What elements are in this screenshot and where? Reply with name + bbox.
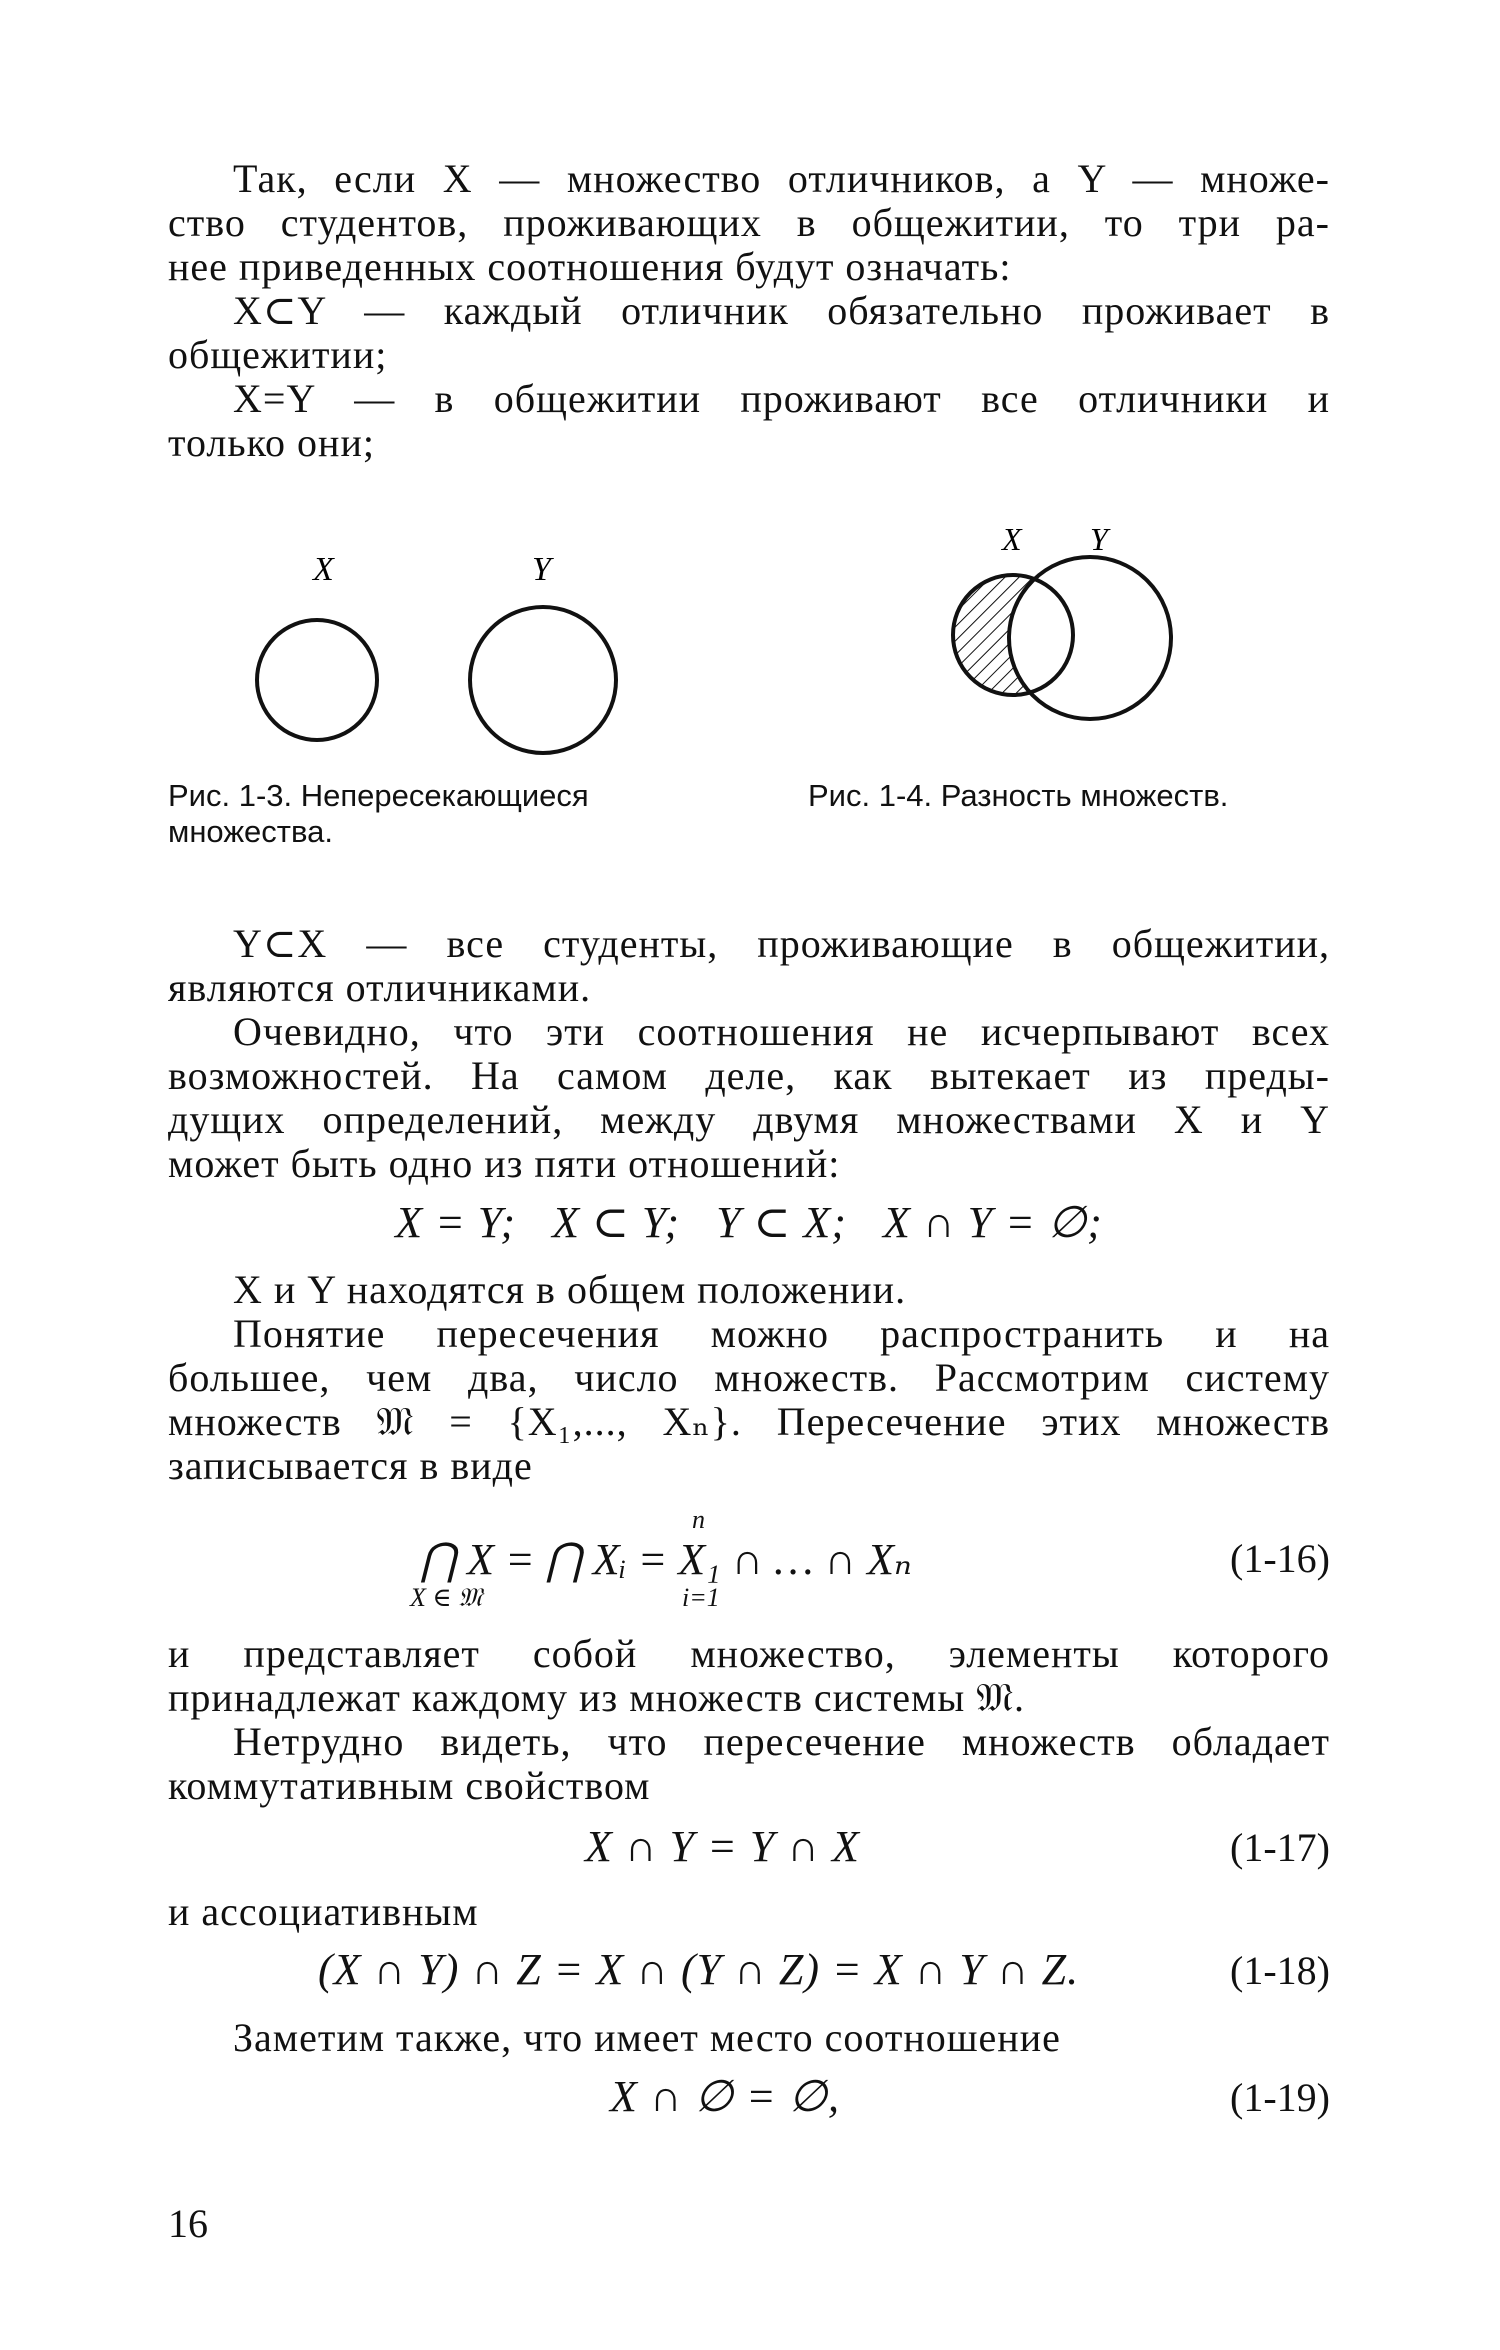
text-line: являются отличниками. (168, 965, 592, 1010)
text-line: большее, чем два, число множеств. Рассмотрим систему (168, 1355, 1330, 1400)
text-line: и представляет собой множество, элементы которого (168, 1631, 1330, 1676)
text-line: X=Y — в общежитии проживают все отличники и (233, 376, 1330, 421)
eq-subscript: i=1 (682, 1583, 720, 1612)
text-line: Так, если X — множество отличников, а Y — множе- (233, 156, 1330, 201)
figure-caption: множества. (168, 814, 333, 849)
figure-label-y: Y (532, 551, 551, 588)
figure-caption: Рис. 1-4. Разность множеств. (808, 778, 1229, 813)
eq-superscript: n (692, 1505, 705, 1534)
set-y-circle (470, 607, 616, 753)
figure-caption: Рис. 1-3. Непересекающиеся (168, 778, 589, 813)
text-line: возможностей. На самом деле, как вытекает из преды- (168, 1053, 1330, 1098)
equation-number: (1-19) (1230, 2075, 1330, 2120)
text-line: общежитии; (168, 332, 388, 377)
equation-number: (1-16) (1230, 1536, 1330, 1581)
text-line: нее приведенных соотношения будут означать: (168, 244, 1012, 289)
text-line: X и Y находятся в общем положении. (233, 1267, 907, 1312)
text-line: X⊂Y — каждый отличник обязательно проживает в (233, 288, 1330, 333)
text-line: Y⊂X — все студенты, проживающие в общежитии, (233, 921, 1330, 966)
figure-label-x: X (1002, 521, 1022, 557)
figure-set-difference (930, 510, 1190, 750)
text-line: Заметим также, что имеет место соотношение (233, 2015, 1061, 2060)
text-line: коммутативным свойством (168, 1763, 651, 1808)
text-line: ство студентов, проживающих в общежитии, то три ра- (168, 200, 1330, 245)
page-number: 16 (168, 2201, 208, 2246)
text-line: записывается в виде (168, 1443, 533, 1488)
text-line: принадлежат каждому из множеств системы 𝔐. (168, 1675, 1026, 1720)
text-line: Очевидно, что эти соотношения не исчерпывают всех (233, 1009, 1330, 1054)
equation-1-16 (410, 1505, 1120, 1615)
equation-number: (1-17) (1230, 1825, 1330, 1870)
text-line: множеств 𝔐 = {X₁,..., Xₙ}. Пересечение этих множеств (168, 1399, 1330, 1444)
set-x-circle (257, 620, 377, 740)
text-line: и ассоциативным (168, 1889, 479, 1934)
eq-subscript: X ∈ 𝔐 (410, 1583, 483, 1612)
equation-1-19: X ∩ ∅ = ∅, (610, 2072, 840, 2121)
figure-label-x: X (313, 551, 334, 588)
text-line: только они; (168, 420, 375, 465)
text-line: может быть одно из пяти отношений: (168, 1141, 841, 1186)
figure-disjoint-sets (240, 530, 640, 770)
text-line: Нетрудно видеть, что пересечение множеств обладает (233, 1719, 1330, 1764)
equation-1-18: (X ∩ Y) ∩ Z = X ∩ (Y ∩ Z) = X ∩ Y ∩ Z. (318, 1945, 1080, 1994)
relations-formula: X = Y; X ⊂ Y; Y ⊂ X; X ∩ Y = ∅; (395, 1198, 1103, 1247)
eq-body: ⋂ X = ⋂ Xᵢ = X₁ ∩ … ∩ Xₙ (420, 1535, 912, 1584)
text-line: дущих определений, между двумя множествами X и Y (168, 1097, 1330, 1142)
equation-number: (1-18) (1230, 1948, 1330, 1993)
text-line: Понятие пересечения можно распространить и на (233, 1311, 1330, 1356)
equation-1-17: X ∩ Y = Y ∩ X (585, 1822, 860, 1871)
figure-label-y: Y (1090, 521, 1108, 557)
